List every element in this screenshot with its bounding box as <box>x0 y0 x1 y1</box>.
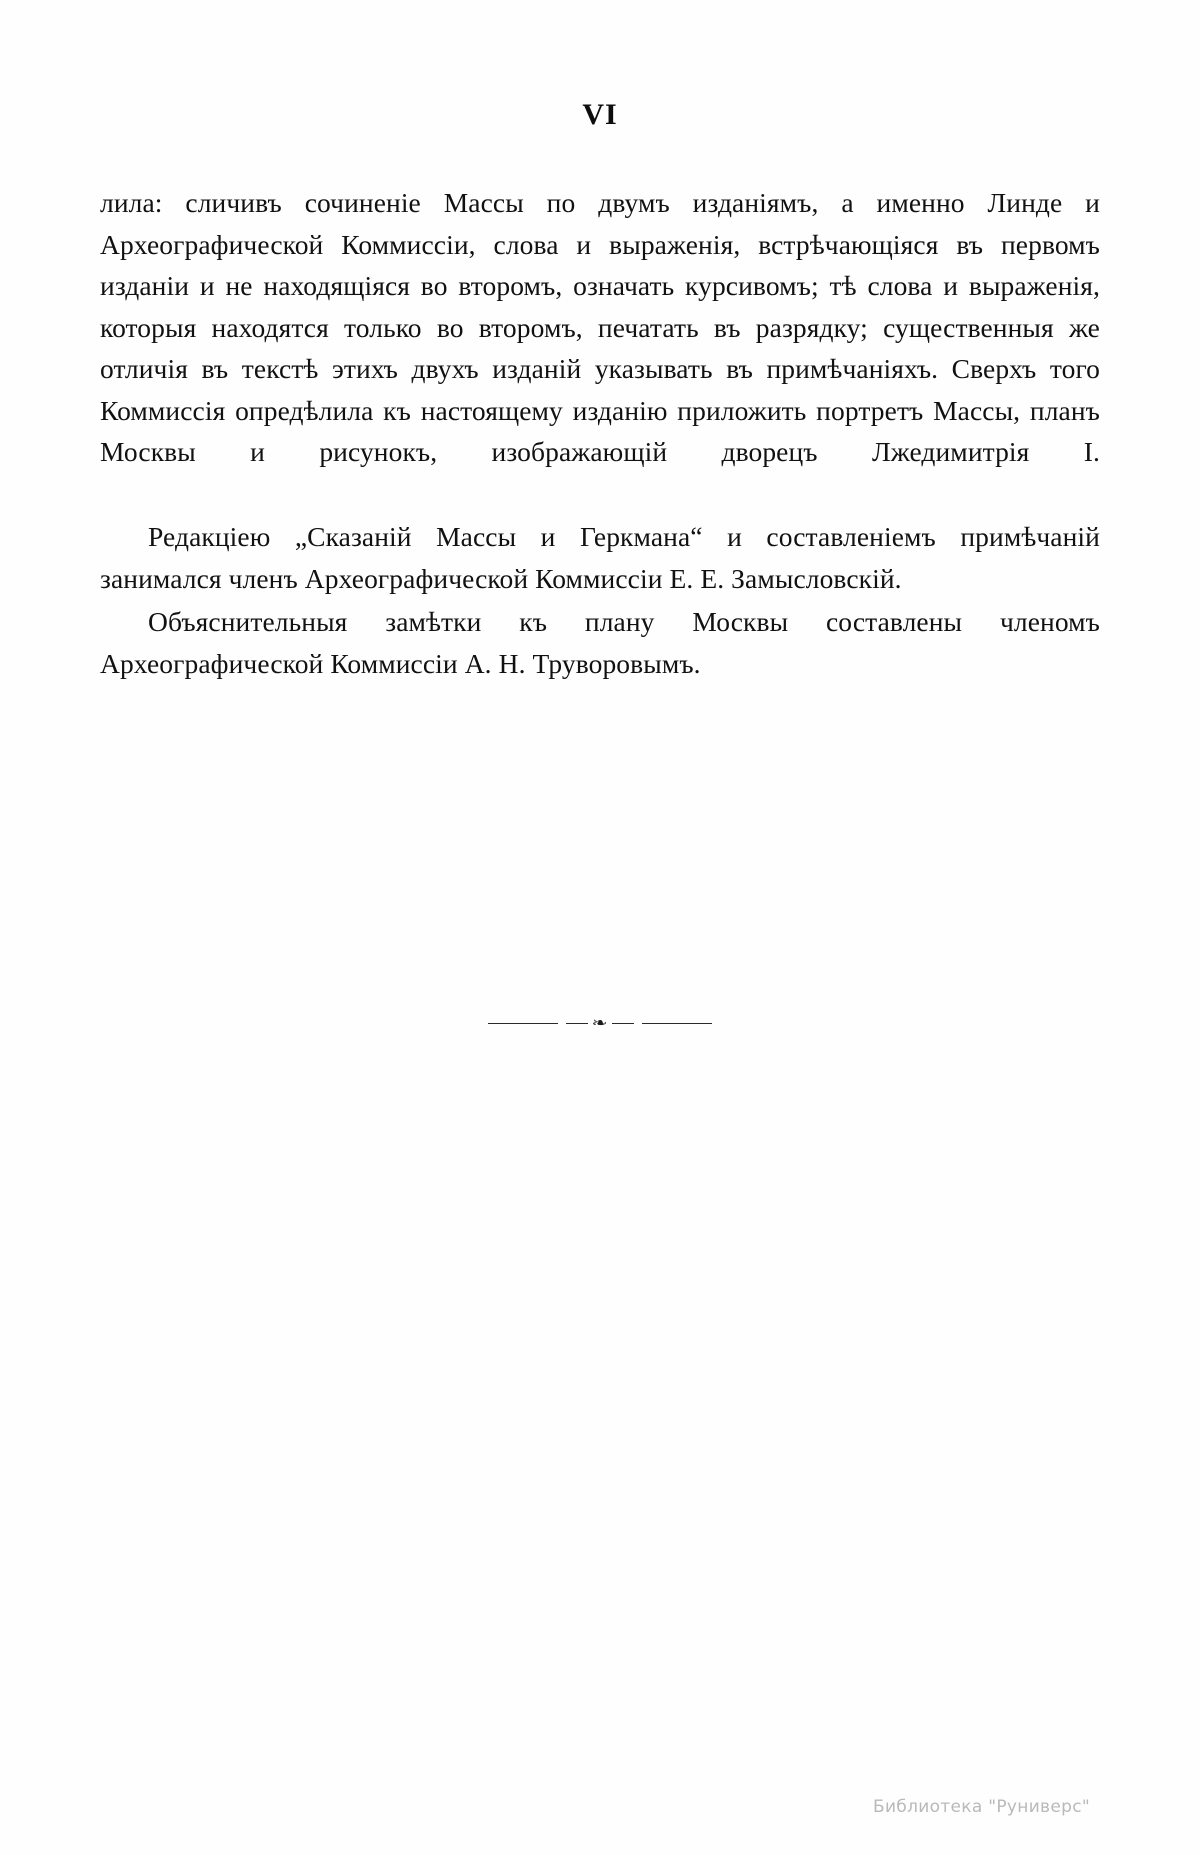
paragraph: Объяснительныя замѣтки къ плану Москвы составлены членомъ Археографической Коммиссіи А. Н. Труворовымъ. <box>100 606 1100 679</box>
paragraph: Редакціею „Сказаній Массы и Геркмана“ и составленіемъ примѣчаній занимался членъ Археографической Коммиссіи Е. Е. Замысловскій. <box>100 521 1100 594</box>
library-watermark: Библиотека "Руниверс" <box>873 1797 1090 1817</box>
divider-rule-right <box>642 1023 712 1024</box>
fleuron-icon: ❧ <box>591 1014 609 1032</box>
divider-rule-left-short <box>566 1023 588 1024</box>
paragraph: лила: сличивъ сочиненіе Массы по двумъ изданіямъ, а именно Линде и Археографической Коммиссіи, слова и выраженія, встрѣчающіяся въ первомъ изданіи и не находящіяся во второмъ, означать курсивомъ; тѣ слова и выраженія, которыя находятся только во второмъ, печатать въ разрядку; существенныя же отличія въ текстѣ этихъ двухъ изданій указывать въ примѣчаніяхъ. Сверхъ того Коммиссія опредѣлила къ настоящему изданію приложить портретъ Массы, планъ Москвы и рисунокъ, изображающій дворецъ Лжедимитрія I. <box>100 187 1100 467</box>
divider-rule-right-short <box>612 1023 634 1024</box>
section-divider-ornament <box>0 1010 1200 1034</box>
divider-rule-left <box>488 1023 558 1024</box>
page-number: VI <box>582 98 618 131</box>
body-text <box>100 182 1100 684</box>
